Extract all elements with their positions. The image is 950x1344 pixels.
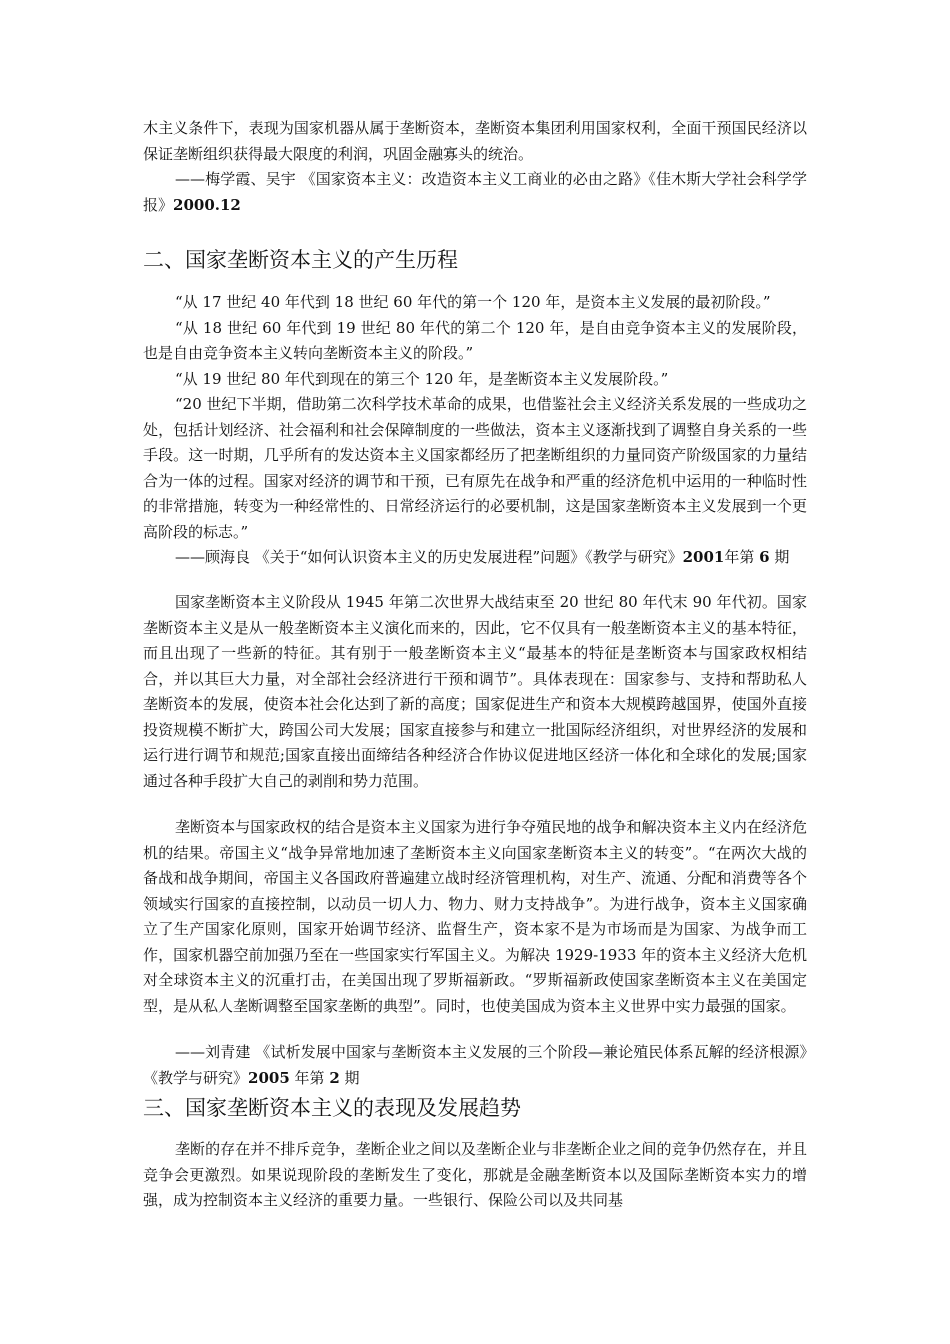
citation-meixuexia (143, 167, 807, 218)
quote-third-stage: “从 19 世纪 80 年代到现在的第三个 120 年，是垄断资本主义发展阶段。” (175, 369, 669, 388)
citation-text: ——刘青建 《试析发展中国家与垄断资本主义发展的三个阶段—兼论殖民体系瓦解的经济根源》《教学与研究》 (143, 1043, 807, 1087)
continuation-paragraph: 木主义条件下，表现为国家机器从属于垄断资本，垄断资本集团利用国家权利，全面干预国民经济以保证垄断组织获得最大限度的利润，巩固金融寡头的统治。 (143, 119, 807, 163)
citation-year: 2005 (248, 1068, 290, 1087)
section-3-paragraph-1: 垄断的存在并不排斥竞争，垄断企业之间以及垄断企业与非垄断企业之间的竞争仍然存在，并且竞争会更激烈。如果说现阶段的垄断发生了变化，那就是金融垄断资本以及国际垄断资本实力的增强，成为控制资本主义经济的重要力量。一些银行、保险公司以及共同基 (143, 1140, 807, 1209)
quote-second-stage: “从 18 世纪 60 年代到 19 世纪 80 年代的第二个 120 年，是自由竞争资本主义的发展阶段，也是自由竞争资本主义转向垄断资本主义的阶段。” (143, 318, 807, 362)
citation-guhailiang (143, 545, 807, 571)
section-2-quotes (143, 290, 807, 571)
citation-text: ——顾海良 《关于“如何认识资本主义的历史发展进程”问题》《教学与研究》 (175, 548, 683, 566)
citation-year: 2001 (682, 548, 725, 566)
citation-end: 期 (339, 1068, 360, 1087)
citation-end: 期 (769, 548, 790, 566)
section-3-heading: 三、国家垄断资本主义的表现及发展趋势 (143, 1096, 521, 1120)
quote-first-stage: “从 17 世纪 40 年代到 18 世纪 60 年代的第一个 120 年，是资本主义发展的最初阶段。” (175, 293, 771, 311)
citation-liuqingjian (143, 1040, 807, 1091)
section-2-heading: 二、国家垄断资本主义的产生历程 (143, 248, 458, 272)
section-2-paragraph-2: 垄断资本与国家政权的结合是资本主义国家为进行争夺殖民地的战争和解决资本主义内在经济危机的结果。帝国主义“战争异常地加速了垄断资本主义向国家垄断资本主义的转变”。“在两次大战的备战和战争期间，帝国主义各国政府普遍建立战时经济管理机构，对生产、流通、分配和消费等各个领域实行国家的直接控制，以动员一切人力、物力、财力支持战争”。为进行战争，资本主义国家确立了生产国家化原则，国家开始调节经济、监督生产，资本家不是为市场而是为国家、为战争而工作，国家机器空前加强乃至在一些国家实行军国主义。为解决 1929-1933 年的资本主义经济大危机对全球资本主义的沉重打击，在美国出现了罗斯福新政。“罗斯福新政使国家垄断资本主义在美国定型，是从私人垄断调整至国家垄断的典型”。同时，也使美国成为资本主义世界中实力最强的国家。 (143, 818, 807, 1015)
citation-date: 2000.12 (173, 195, 241, 214)
citation-mid: 年第 (724, 548, 760, 566)
quote-twentieth-century: “20 世纪下半期，借助第二次科学技术革命的成果，也借鉴社会主义经济关系发展的一些成功之处，包括计划经济、社会福利和社会保障制度的一些做法，资本主义逐渐找到了调整自身关系的一些手段。这一时期，几乎所有的发达资本主义国家都经历了把垄断组织的力量同资产阶级国家的力量结合为一体的过程。国家对经济的调节和干预，已有原先在战争和严重的经济危机中运用的一种临时性的非常措施，转变为一种经常性的、日常经济运行的必要机制，这是国家垄断资本主义发展到一个更高阶段的标志。” (143, 395, 807, 541)
citation-issue: 2 (329, 1068, 340, 1087)
section-2-paragraph-1: 国家垄断资本主义阶段从 1945 年第二次世界大战结束至 20 世纪 80 年代末 90 年代初。国家垄断资本主义是从一般垄断资本主义演化而来的，因此，它不仅具有一般垄断资本主义的基本特征，而且出现了一些新的特征。其有别于一般垄断资本主义“最基本的特征是垄断资本与国家政权相结合，并以其巨大力量，对全部社会经济进行干预和调节”。具体表现在：国家参与、支持和帮助私人垄断资本的发展，使资本社会化达到了新的高度；国家促进生产和资本大规模跨越国界，使国外直接投资规模不断扩大，跨国公司大发展；国家直接参与和建立一批国际经济组织，对世界经济的发展和运行进行调节和规范;国家直接出面缔结各种经济合作协议促进地区经济一体化和全球化的发展;国家通过各种手段扩大自己的剥削和势力范围。 (143, 593, 807, 790)
citation-issue: 6 (759, 548, 770, 566)
citation-mid: 年第 (289, 1068, 330, 1087)
citation-text: ——梅学霞、吴宇 《国家资本主义：改造资本主义工商业的必由之路》《佳木斯大学社会科学学报》 (143, 170, 807, 214)
